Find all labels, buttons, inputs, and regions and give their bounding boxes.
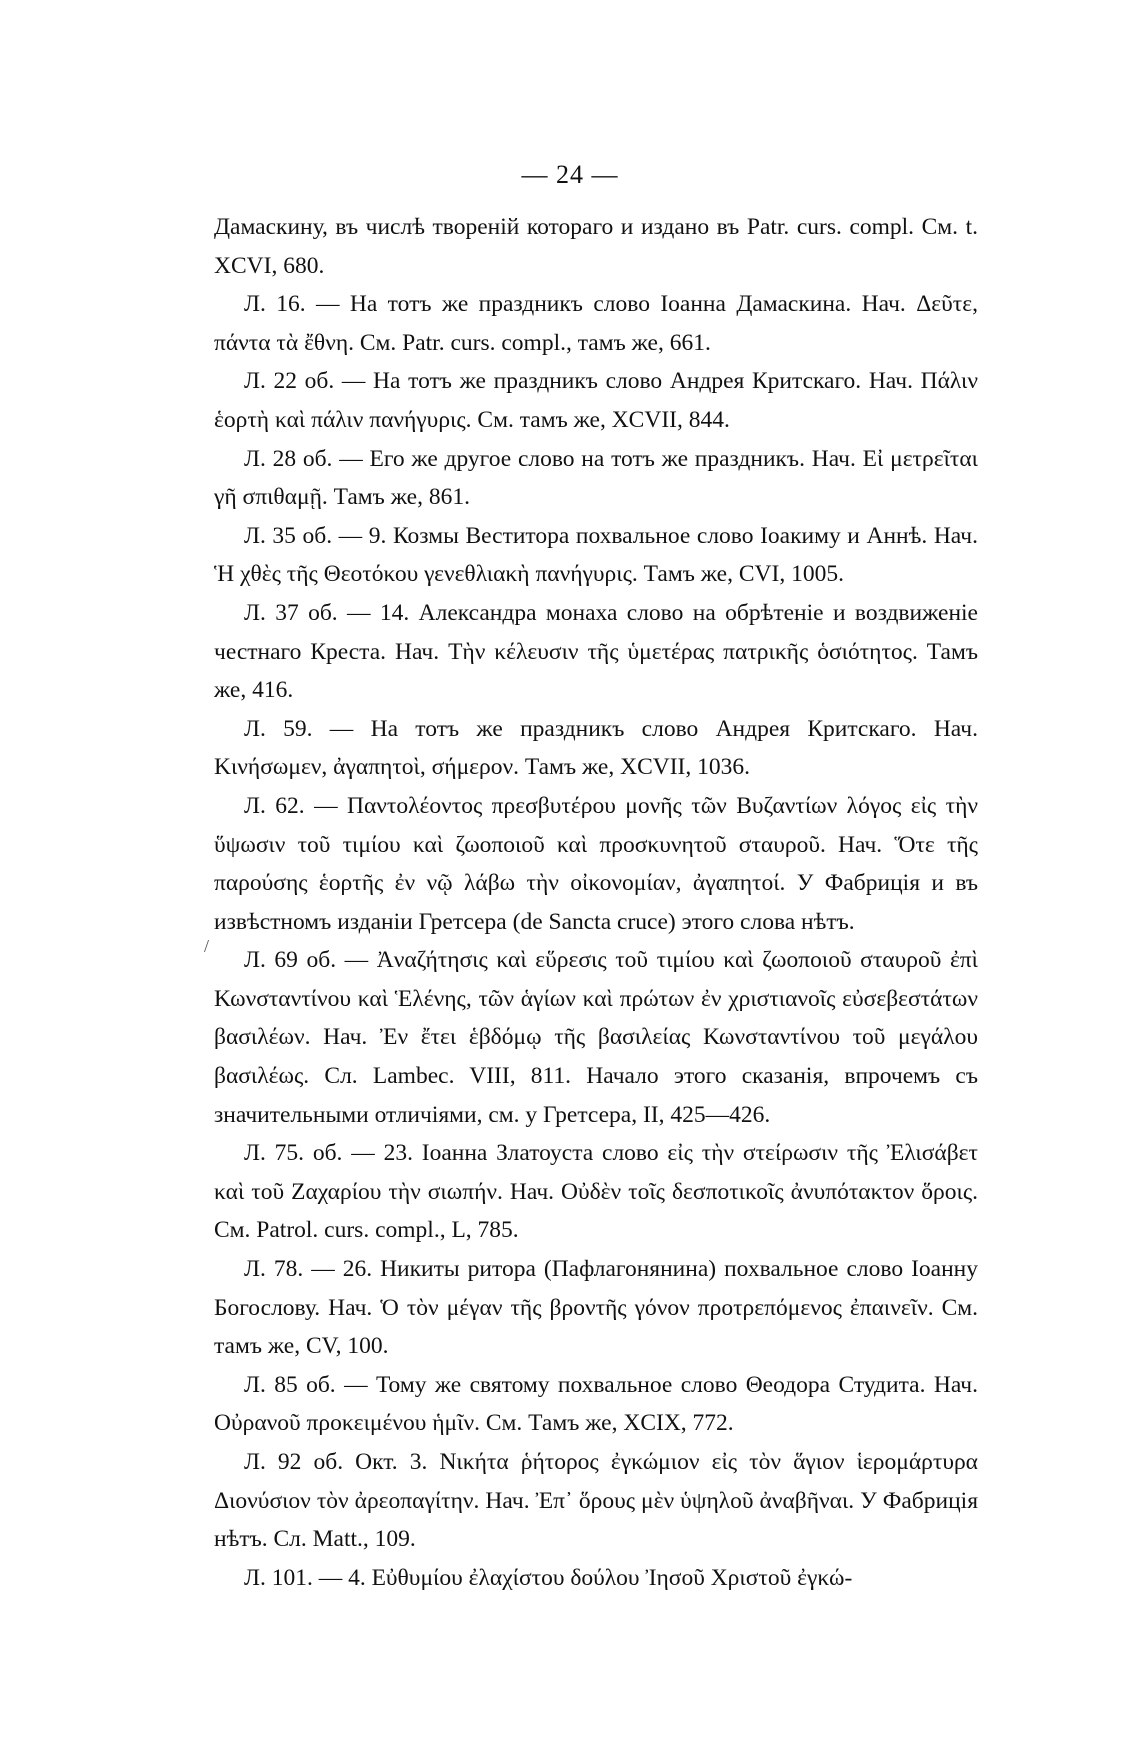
entry-l28: Л. 28 об. — Его же другое слово на тотъ же праздникъ. Нач. Εἰ μετρεῖται γῆ σπιθαμῇ. Тамъ же, 861.: [214, 445, 978, 511]
margin-pencil-mark: /: [204, 936, 210, 956]
entry-l37: Л. 37 об. — 14. Александра монаха слово на обрѣтеніе и воздвиженіе честнаго Креста. Нач. Τὴν κέλευσιν τῆς ὑμετέρας πατρικῆς ὁσιότητος. Тамъ же, 416.: [214, 599, 978, 704]
main-text-block: [214, 208, 978, 1597]
entry-l35: Л. 35 об. — 9. Козмы Веститора похвальное слово Іоакиму и Аннѣ. Нач. Ἡ χθὲς τῆς Θεοτόκου γενεθλιακὴ πανήγυρις. Тамъ же, CVI, 1005.: [214, 522, 978, 588]
entry-l85: Л. 85 об. — Тому же святому похвальное слово Θеодора Студита. Нач. Οὐρανοῦ προκειμένου ἡμῖν. См. Тамъ же, XCIX, 772.: [214, 1371, 978, 1437]
paragraph-continuation: Дамаскину, въ числѣ твореній котораго и издано въ Patr. curs. compl. См. t. XCVI, 680.: [214, 214, 978, 279]
entry-l69: Л. 69 об. — Ἀναζήτησις καὶ εὕρεσις τοῦ τιμίου καὶ ζωοποιοῦ σταυροῦ ἐπὶ Κωνσταντίνου καὶ Ἑλένης, τῶν ἁγίων καὶ πρώτων ἐν χριστιανοῖς εὐσεβεστάτων βασιλέων. Нач. Ἐν ἔτει ἑβδόμῳ τῆς βασιλείας Κωνσταντίνου τοῦ μεγάλου βασιλέως. Сл. Lambec. VIII, 811. Начало этого сказанія, впрочемъ съ значительными отличіями, см. у Гретсера, II, 425—426.: [214, 947, 978, 1128]
entry-l62: Л. 62. — Παντολέοντος πρεσβυτέρου μονῆς τῶν Βυζαντίων λόγος εἰς τὴν ὕψωσιν τοῦ τιμίου καὶ ζωοποιοῦ καὶ προσκυνητοῦ σταυροῦ. Нач. Ὅτε τῆς παρούσης ἑορτῆς ἐν νῷ λάβω τὴν οἰκονομίαν, ἀγαπητοί. У Фабриція и въ извѣстномъ изданіи Гретсера (de Sancta cruce) этого слова нѣтъ.: [214, 792, 978, 935]
entry-l16: Л. 16. — На тотъ же праздникъ слово Іоанна Дамаскина. Нач. Δεῦτε, πάντα τὰ ἔθνη. См. Patr. curs. compl., тамъ же, 661.: [214, 291, 978, 356]
entry-l59: Л. 59. — На тотъ же праздникъ слово Андрея Критскаго. Нач. Κινήσωμεν, ἀγαπητοὶ, σήμερον. Тамъ же, XCVII, 1036.: [214, 715, 978, 781]
entry-l92: Л. 92 об. Окт. 3. Νικήτα ῥήτορος ἐγκώμιον εἰς τὸν ἅγιον ἱερομάρτυρα Διονύσιον τὸν ἀρεοπαγίτην. Нач. Ἐπ᾽ ὅρους μὲν ὑψηλοῦ ἀναβῆναι. У Фабриція нѣтъ. Сл. Matt., 109.: [214, 1449, 978, 1553]
entry-l78: Л. 78. — 26. Никиты ритора (Пафлагонянина) похвальное слово Іоанну Богослову. Нач. Ὁ τὸν μέγαν τῆς βροντῆς γόνον προτρεπόμενος ἐπαινεῖν. См. тамъ же, CV, 100.: [214, 1256, 978, 1360]
page-number: — 24 —: [521, 160, 619, 189]
entry-l101: Л. 101. — 4. Εὐθυμίου ἐλαχίστου δούλου Ἰησοῦ Χριστοῦ ἐγκώ-: [244, 1564, 853, 1591]
entry-l22: Л. 22 об. — На тотъ же праздникъ слово Андрея Критскаго. Нач. Πάλιν ἑορτὴ καὶ πάλιν πανήγυρις. См. тамъ же, XCVII, 844.: [214, 368, 978, 433]
entry-l75: Л. 75. об. — 23. Іоанна Златоуста слово εἰς τὴν στείρωσιν τῆς Ἐλισάβετ καὶ τοῦ Ζαχαρίου τὴν σιωπήν. Нач. Οὐδὲν τοῖς δεσποτικοῖς ἀνυπότακτον ὅροις. См. Patrol. curs. compl., L, 785.: [214, 1140, 978, 1244]
